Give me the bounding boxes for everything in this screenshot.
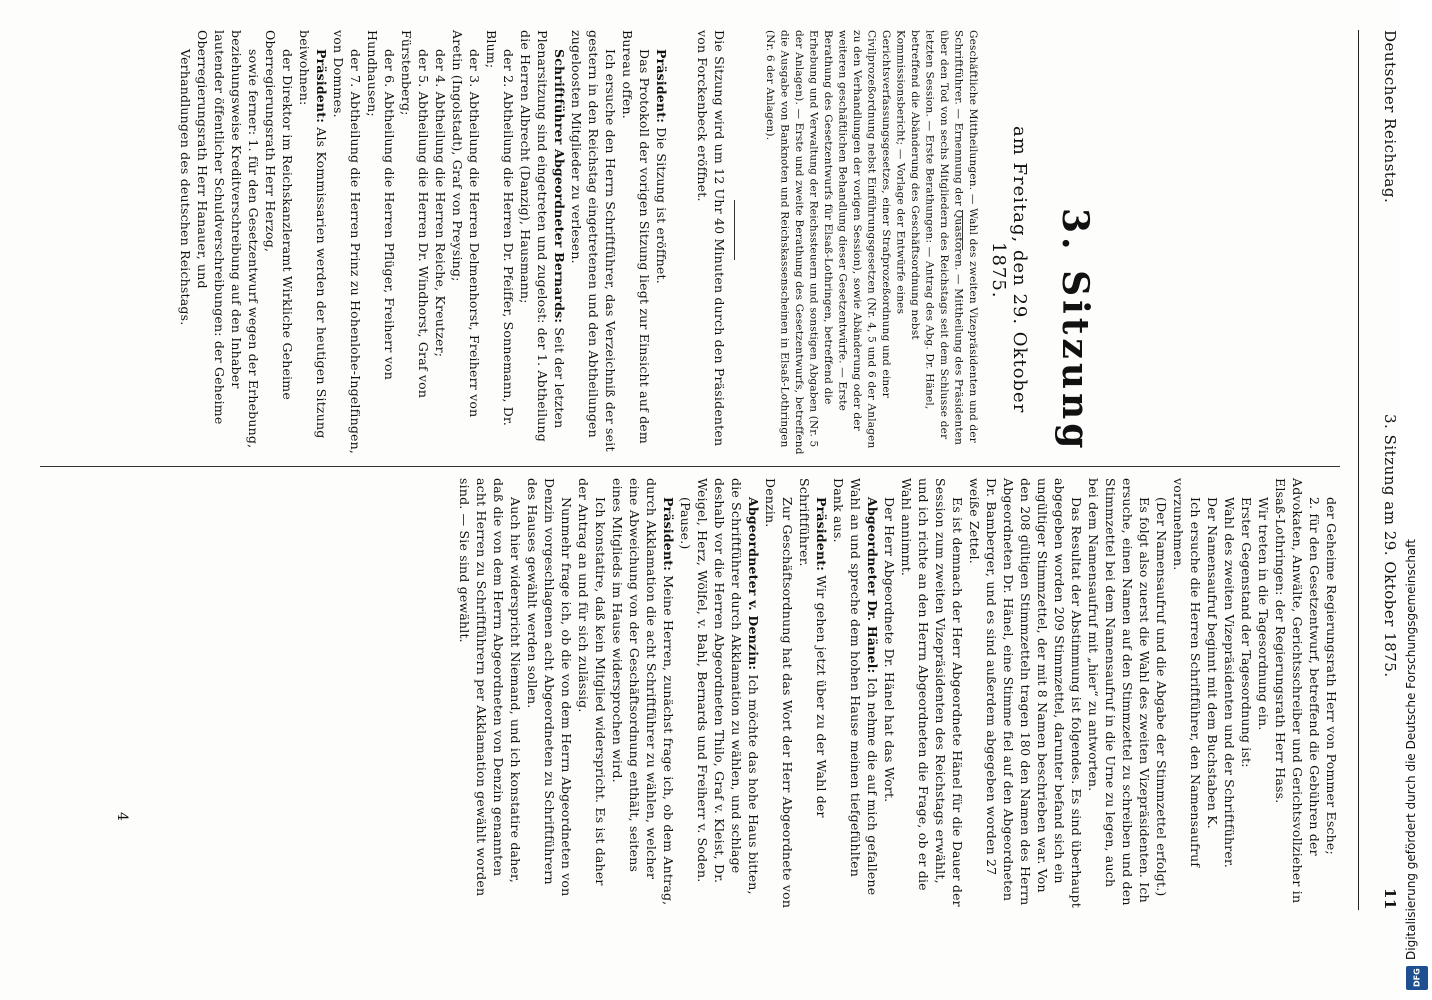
paragraph-text: der 2. Abtheilung die Herren Dr. Pfeiffer, Sonnemann, Dr. Blum;: [484, 30, 516, 426]
speaker-name: Präsident:: [661, 496, 676, 571]
paragraph-text: Wahl des zweiten Vizepräsidenten und der Schriftführer.: [1222, 496, 1237, 868]
sitting-date: am Freitag, den 29. Oktober 1875.: [988, 126, 1030, 414]
paragraph-text: Die Sitzung ist eröffnet.: [654, 126, 669, 284]
paragraph-text: Seit der letzten Plenarsitzung sind eingetreten und zugelost: der 1. Abtheilung die Herren Albrecht (Danzig), Hausmann;: [518, 30, 567, 443]
paragraph: [449, 30, 483, 455]
running-head-sitting: 3. Sitzung am 29. Oktober 1875.: [1381, 413, 1399, 678]
paragraph-text: der 5. Abtheilung die Herren Dr. Windhorst, Graf von Fürstenberg;: [399, 30, 431, 398]
paragraph-text: der 3. Abtheilung die Herren Delmenhorst, Freiherr von Aretin (Ingolstadt), Graf von Preysing;: [450, 30, 482, 418]
paragraph-text: Als Kommissarien werden der heutigen Sitzung beiwohnen:: [297, 30, 329, 439]
paragraph: [177, 30, 194, 455]
paragraph-text: Das Resultat der Abstimmung ist folgendes. Es sind überhaupt abgegeben worden 209 Stimmzettel, darunter befand sich ein ungültiger Stimmzettel, der mit 8 Namen beschrieben war. Von den 208 gültigen Stimmzetteln tragen 180 den Namen des Herrn Abgeordneten Dr. Hänel, eine Stimme fiel auf den Abgeordneten Dr. Bamberger, und es sind außerdem abgegeben worden 27 weiße Zettel.: [967, 478, 1084, 908]
agenda-summary: Geschäftliche Mittheilungen. — Wahl des zweiten Vizepräsidenten und der Schriftführer. — Ernennung der Quästoren. — Mittheilung des Präsidenten über den Tod von sechs Mitgliedern des Reichstags seit dem Schlusse der letzten Session. — Erste Berathungen: — Antrag des Abg. Dr. Hänel, betreffend die Abänderung des Geschäftsordnung nebst Kommissionsbericht; — Vorlage der Entwürfe eines Gerichtsverfassungsgesetzes, einer Strafprozeßordnung und einer Civilprozeßordnung nebst Einführungsgesetzen (Nr. 4, 5 und 6 der Anlagen zu den Verhandlungen der vorigen Session), sowie Abänderung oder der weiteren geschäftlichen Behandlung dieser Gesetzentwürfe. — Erste Berathung des Gesetzentwurfs für Elsaß-Lothringen, betreffend die Erhebung und Verwaltung der Reichssteuern und sonstigen Abgaben (Nr. 5 der Anlagen). — Erste und zweite Berathung des Gesetzentwurfs, betreffend die Ausgabe von Banknoten und Reichskassenscheinen in Elsaß-Lothringen (Nr. 6 der Anlagen).: [764, 30, 979, 455]
paragraph: [1238, 478, 1255, 908]
dfg-credit-text: Digitalisierung gefördert durch die Deutsche Forschungsgemeinschaft: [1404, 538, 1418, 960]
speaker-name: Abgeordneter v. Denzin:: [746, 496, 761, 670]
paragraph-text: Der Herr Abgeordnete Dr. Hänel hat das Wort.: [882, 496, 897, 803]
short-rule: [962, 210, 963, 250]
paragraph-text: (Pause.): [678, 496, 693, 550]
paragraph: [517, 30, 568, 455]
speaker-name: Präsident:: [314, 48, 329, 123]
paragraph: [694, 478, 762, 908]
paragraph-text: Meine Herren, zunächst frage ich, ob dem Antrag, durch Akklamation die acht Schriftführer zu wählen, welcher eine Abweichung von der Geschäftsordnung enthält, seitens eines Mitglieds im Hause widersprochen wird.: [610, 478, 676, 906]
speaker-name: Schriftführer Abgeordneter Bernards:: [552, 48, 567, 323]
speaker-name: Präsident:: [814, 496, 829, 571]
paragraph-text: Ich möchte das hohe Haus bitten, die Schriftführer durch Akklamation zu wählen, und schlage deshalb vor die Herren Abgeordneten Thilo, Graf v. Kleist, Dr. Weigel, Herz, Wölfel, v. Bahl, Bernards und Freiherr v. Soden.: [695, 478, 761, 895]
paragraph: [619, 30, 653, 455]
paragraph: [966, 478, 1085, 908]
paragraph: [262, 30, 296, 455]
paragraph-text: sowie ferner: 1. für den Gesetzentwurf wegen der Erhebung, beziehungsweise Kreditverschreibung auf den Inhaber lautender öffentlicher Schuldverschreibungen: der Geheime Oberregierungsrath Herr Hanauer, und: [195, 30, 261, 449]
speaker-name: Abgeordneter Dr. Hänel:: [865, 496, 880, 674]
paragraph: [1153, 478, 1170, 908]
paragraph: [1170, 478, 1204, 908]
paragraph-text: der 4. Abtheilung die Herren Reiche, Kreutzer;: [433, 48, 448, 357]
paragraph: [762, 478, 796, 908]
paragraph-text: Der Namensaufruf beginnt mit dem Buchstaben K.: [1205, 496, 1220, 829]
paragraph: [296, 30, 330, 455]
bottom-page-number: 4: [114, 812, 130, 821]
paragraph-text: Auch hier widerspricht Niemand, und ich konstatire daher, daß die von dem Herrn Abgeordneten von Denzin genannten acht Herren zu Schriftführern per Akklamation gewählt worden sind. — Sie sind gewählt.: [457, 478, 523, 897]
paragraph: [677, 478, 694, 908]
paragraph: [1085, 478, 1153, 908]
paragraph: [483, 30, 517, 455]
paragraph: [330, 30, 364, 455]
sitting-number: 3. Sitzung: [1054, 207, 1096, 453]
paragraph-text: der Direktor im Reichskanzleramt Wirkliche Geheime Oberregierungsrath Herr Herzog,: [263, 30, 295, 400]
paragraph: [1255, 478, 1272, 908]
paragraph-text: Wir treten in die Tagesordnung ein.: [1256, 496, 1271, 731]
paragraph: [1221, 478, 1238, 908]
paragraph-text: Wir gehen jetzt über zu der Wahl der Schriftführer.: [797, 478, 829, 818]
running-head-page: 11: [1381, 888, 1399, 910]
digitization-footer: [1400, 0, 1432, 1000]
paragraph: [898, 478, 966, 908]
paragraph: [1204, 478, 1221, 908]
right-column-text: [90, 478, 1340, 908]
short-rule: [734, 200, 735, 260]
paragraph-text: 2. für den Gesetzentwurf, betreffend die Gebühren der Advokaten, Anwälte, Gerichtsschreiber und Gerichtsvollzieher in Elsaß-Lothringen: der Regierungsrath Herr Hass.: [1273, 478, 1322, 904]
paragraph-text: Ich ersuche die Herren Schriftführer, den Namensaufruf vorzunehmen.: [1171, 478, 1203, 868]
paragraph: [1323, 478, 1340, 908]
paragraph: [456, 478, 524, 908]
paragraph-text: Das Protokoll der vorigen Sitzung liegt zur Einsicht auf dem Bureau offen.: [620, 30, 652, 444]
dfg-logo-icon: DFG: [1406, 966, 1428, 990]
speaker-name: Präsident:: [654, 48, 669, 123]
paragraph-text: Es folgt also zuerst die Wahl des zweiten Vizepräsidenten. Ich ersuche, einen Namen auf den Stimmzettel zu schreiben und den Stimmzettel bei dem Namensaufruf in die Urne zu legen, auch bei dem Namensaufruf mit „hier“ zu antworten.: [1086, 478, 1152, 906]
paragraph: [1272, 478, 1323, 908]
paragraph-text: Nunmehr frage ich, ob die von dem Herrn Abgeordneten von Denzin vorgeschlagenen acht Abgeordneten zu Schriftführern des Hauses gewählt werden sollen.: [525, 478, 574, 897]
paragraph: [830, 478, 881, 908]
running-head-title: Deutscher Reichstag.: [1381, 30, 1399, 204]
column-divider: [40, 466, 1340, 467]
paragraph: [194, 30, 262, 455]
paragraph: [364, 30, 398, 455]
paragraph-text: der 6. Abtheilung die Herren Pflüger, Freiherr von Hundhausen;: [365, 30, 397, 380]
paragraph: [796, 478, 830, 908]
paragraph: [609, 478, 677, 908]
paragraph-text: Ich konstatire, daß kein Mitglied widerspricht. Es ist daher der Antrag an und für sich zulässig.: [576, 478, 608, 886]
paragraph: [568, 30, 619, 455]
paragraph-text: Erster Gegenstand der Tagesordnung ist:: [1239, 496, 1254, 768]
paragraph: [432, 30, 449, 455]
opening-statement: Die Sitzung wird um 12 Uhr 40 Minuten durch den Präsidenten von Forckenbeck eröffnet.: [695, 30, 727, 447]
paragraph-text: Es ist demnach der Herr Abgeordnete Hänel für die Dauer der Session zum zweiten Vizepräsidenten des Reichstags erwählt, und ich richte an den Herrn Abgeordneten die Frage, ob er die Wahl annimmt.: [899, 478, 965, 907]
paragraph-text: der 7. Abtheilung die Herren Prinz zu Hohenlohe-Ingelfingen, von Dommes.: [331, 30, 363, 454]
paragraph-text: Ich ersuche den Herrn Schriftführer, das Verzeichniß der seit gestern in den Reichstag eingetretenen und den Abtheilungen zugeloosten Mitglieder zu verlesen.: [569, 30, 618, 452]
left-column-text: [60, 30, 670, 455]
paragraph: [575, 478, 609, 908]
paragraph: [398, 30, 432, 455]
paragraph-text: Ich nehme die auf mich gefallene Wahl an und spreche dem hohen Hause meinen tiefgefühlten Dank aus.: [831, 478, 880, 896]
paragraph-text: Zur Geschäftsordnung hat das Wort der Herr Abgeordnete von Denzin.: [763, 478, 795, 908]
paragraph: [524, 478, 575, 908]
paragraph-text: (Der Namensaufruf und die Abgabe der Stimmzettel erfolgt.): [1154, 496, 1169, 897]
paragraph: [653, 30, 670, 455]
paragraph-text: Verhandlungen des deutschen Reichstags.: [178, 48, 193, 326]
paragraph-text: der Geheime Regierungsrath Herr von Pommer Esche;: [1324, 496, 1339, 855]
paragraph: [881, 478, 898, 908]
running-head: [1358, 30, 1399, 910]
